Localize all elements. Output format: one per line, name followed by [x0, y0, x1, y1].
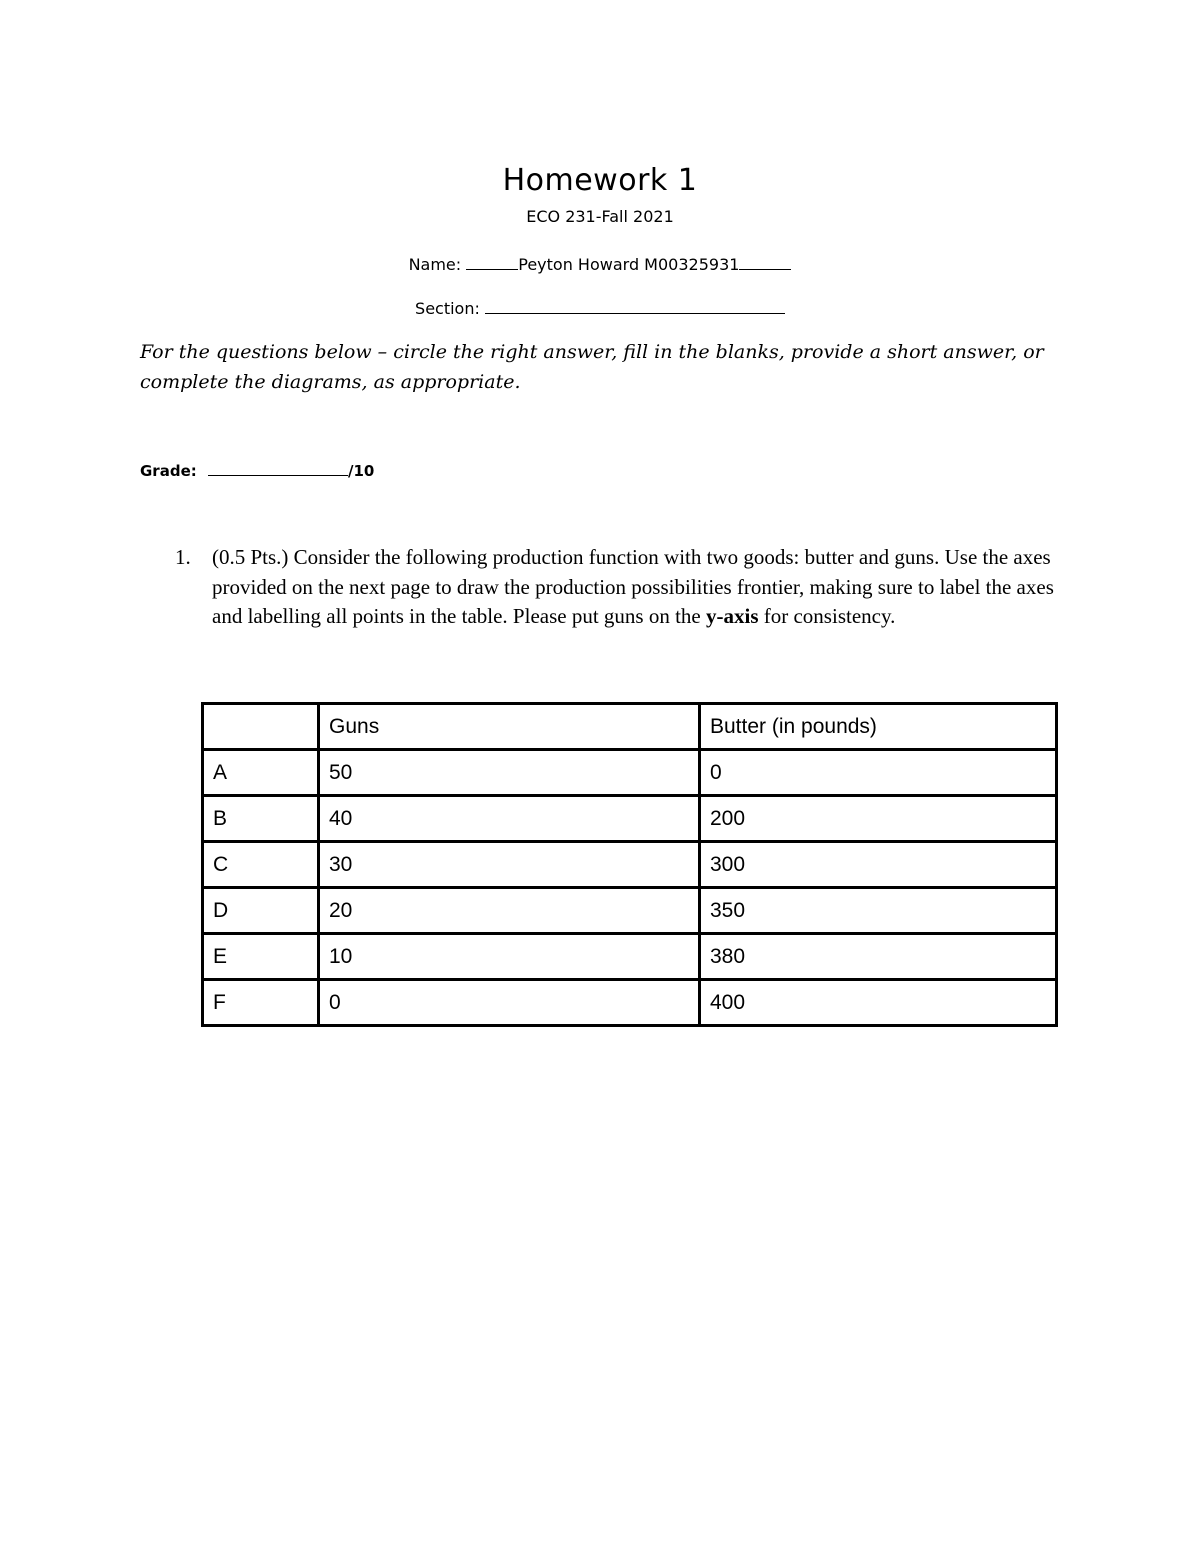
table-cell: 400 [700, 980, 1057, 1026]
table-cell: A [203, 750, 319, 796]
grade-max: /10 [347, 462, 375, 480]
grade-label: Grade: [140, 462, 197, 480]
section-line [0, 297, 1200, 318]
name-blank-right [739, 253, 791, 270]
name-line [0, 253, 1200, 274]
table-cell: 50 [319, 750, 700, 796]
table-cell: B [203, 796, 319, 842]
table-header-row [203, 704, 1057, 750]
instructions: For the questions below – circle the right answer, fill in the blanks, provide a short answer, or complete the diagrams, as appropriate. [140, 341, 1044, 393]
table-cell: 300 [700, 842, 1057, 888]
name-blank-left [466, 253, 518, 270]
grade-line [140, 459, 374, 480]
question-1 [175, 543, 1055, 632]
table-cell: 40 [319, 796, 700, 842]
section-label: Section: [415, 299, 480, 318]
table-header-cell [203, 704, 319, 750]
table-cell: F [203, 980, 319, 1026]
grade-input[interactable] [208, 459, 348, 476]
question-text-main: (0.5 Pts.) Consider the following production function with two goods: butter and guns. Use the axes provided on the next page to draw the production possibilities frontier, making sure to label the axes and labelling all points in the table. Please put guns on the [212, 545, 1054, 628]
table-cell: E [203, 934, 319, 980]
table-cell: 350 [700, 888, 1057, 934]
table-cell: D [203, 888, 319, 934]
section-input[interactable] [485, 297, 785, 314]
course-subtitle: ECO 231-Fall 2021 [526, 207, 674, 226]
table-row [203, 934, 1057, 980]
question-text [212, 543, 1055, 632]
table-cell: 200 [700, 796, 1057, 842]
table-cell: 0 [319, 980, 700, 1026]
table-row [203, 750, 1057, 796]
question-number: 1. [175, 545, 191, 569]
table-cell: 0 [700, 750, 1057, 796]
name-label: Name: [408, 255, 462, 274]
table-cell: 380 [700, 934, 1057, 980]
table-cell: C [203, 842, 319, 888]
table-row [203, 980, 1057, 1026]
table-cell: 30 [319, 842, 700, 888]
name-value[interactable]: Peyton Howard M00325931 [518, 255, 740, 274]
production-table [201, 702, 1058, 1027]
page-title: Homework 1 [502, 163, 698, 198]
table-row [203, 888, 1057, 934]
table-header-cell: Guns [319, 704, 700, 750]
table-row [203, 842, 1057, 888]
question-text-bold: y-axis [706, 604, 759, 628]
table-header-cell: Butter (in pounds) [700, 704, 1057, 750]
table-cell: 10 [319, 934, 700, 980]
table-cell: 20 [319, 888, 700, 934]
question-text-end: for consistency. [758, 604, 896, 628]
table-row [203, 796, 1057, 842]
